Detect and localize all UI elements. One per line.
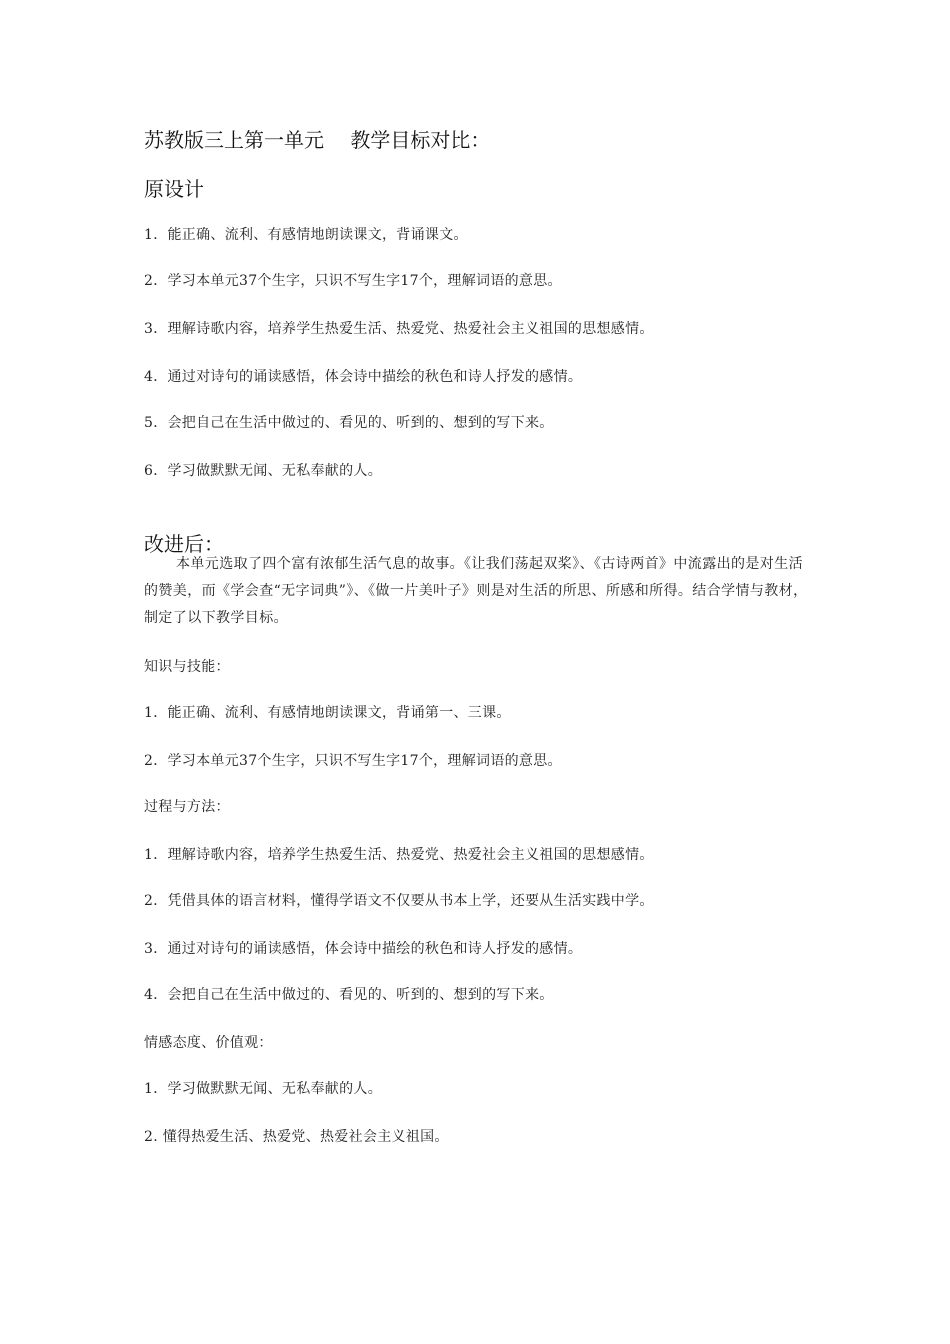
process-item-2: 2．凭借具体的语言材料，懂得学语文不仅要从书本上学，还要从生活实践中学。 <box>144 893 654 909</box>
process-item-4: 4．会把自己在生活中做过的、看见的、听到的、想到的写下来。 <box>144 987 554 1003</box>
document-title: 苏教版三上第一单元 教学目标对比： <box>144 128 491 152</box>
knowledge-item-2: 2．学习本单元37个生字，只识不写生字17个，理解词语的意思。 <box>144 753 562 769</box>
emotion-item-2: 2. 懂得热爱生活、热爱党、热爱社会主义祖国。 <box>144 1129 449 1145</box>
process-item-1: 1．理解诗歌内容，培养学生热爱生活、热爱党、热爱社会主义祖国的思想感情。 <box>144 847 654 863</box>
process-item-3: 3．通过对诗句的诵读感悟，体会诗中描绘的秋色和诗人抒发的感情。 <box>144 941 583 957</box>
original-item-1: 1．能正确、流利、有感情地朗读课文，背诵课文。 <box>144 227 468 243</box>
original-item-6: 6．学习做默默无闻、无私奉献的人。 <box>144 463 383 479</box>
original-item-4: 4．通过对诗句的诵读感悟，体会诗中描绘的秋色和诗人抒发的感情。 <box>144 369 583 385</box>
original-item-3: 3．理解诗歌内容，培养学生热爱生活、热爱党、热爱社会主义祖国的思想感情。 <box>144 321 654 337</box>
knowledge-skills-label: 知识与技能： <box>144 659 230 675</box>
original-item-2: 2．学习本单元37个生字，只识不写生字17个，理解词语的意思。 <box>144 273 562 289</box>
knowledge-item-1: 1．能正确、流利、有感情地朗读课文，背诵第一、三课。 <box>144 705 511 721</box>
process-methods-label: 过程与方法： <box>144 799 230 815</box>
improved-heading: 改进后： <box>144 532 224 556</box>
emotion-item-1: 1．学习做默默无闻、无私奉献的人。 <box>144 1081 383 1097</box>
emotion-values-label: 情感态度、价值观： <box>144 1035 273 1051</box>
improved-intro-paragraph: 本单元选取了四个富有浓郁生活气息的故事。《让我们荡起双桨》、《古诗两首》中流露出的是对生活的赞美，而《学会查“无字词典”》、《做一片美叶子》则是对生活的所思、所感和所得。结合学情与教材，制定了以下教学目标。 <box>144 556 808 626</box>
original-design-heading: 原设计 <box>144 177 204 201</box>
original-item-5: 5．会把自己在生活中做过的、看见的、听到的、想到的写下来。 <box>144 415 554 431</box>
